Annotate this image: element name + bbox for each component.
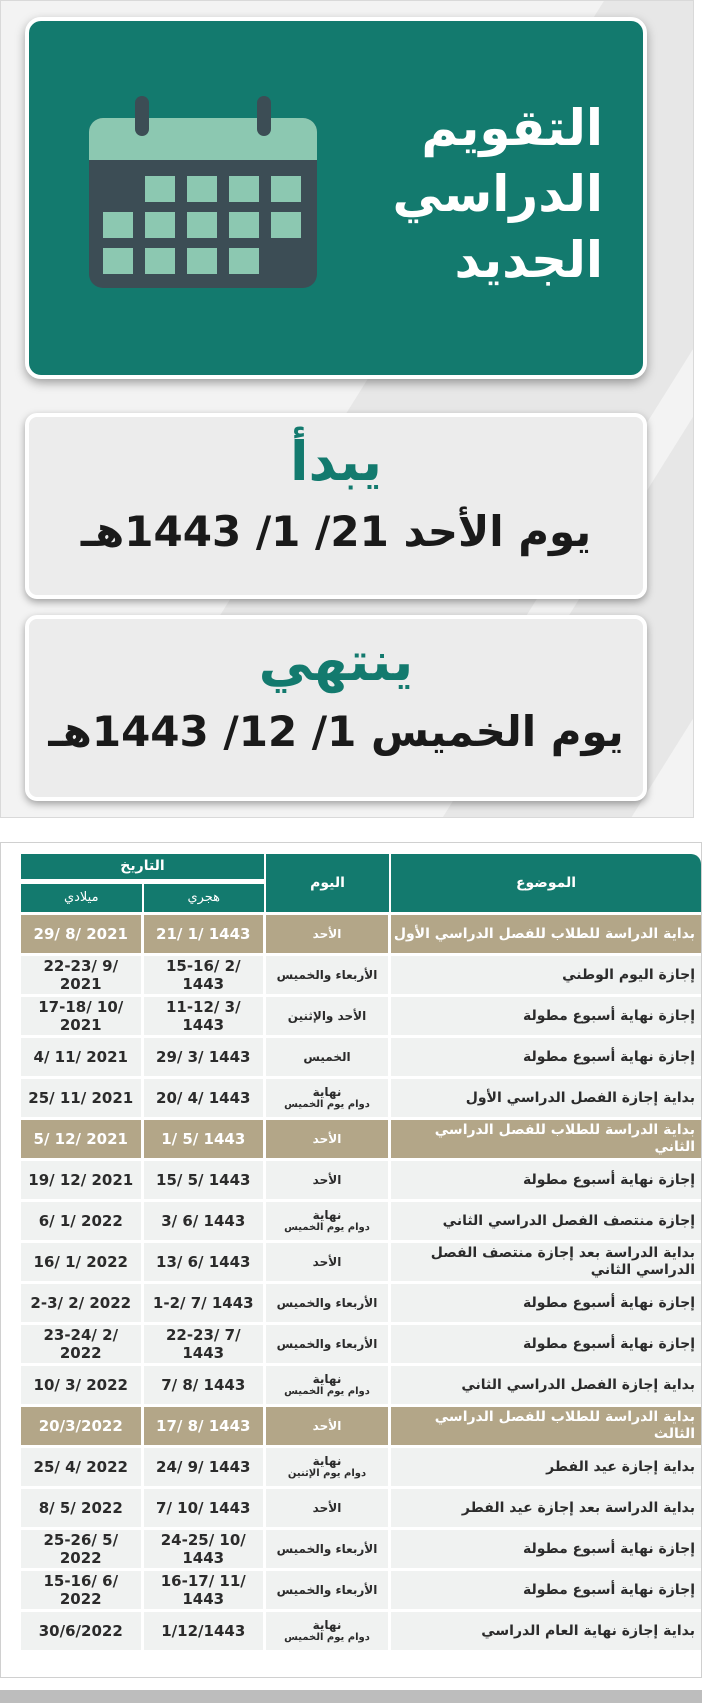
cell-gregorian-text: 17-18/ 10/ 2021 <box>38 998 124 1034</box>
cell-day <box>266 1489 391 1527</box>
cell-day-text: نهاية <box>312 1454 342 1468</box>
cell-day <box>266 1325 391 1363</box>
cell-hijri <box>144 1202 267 1240</box>
cell-day-text: الأربعاء والخميس <box>276 1337 378 1351</box>
cell-hijri <box>144 1366 267 1404</box>
cell-day <box>266 1530 391 1568</box>
table-row <box>21 1120 701 1158</box>
cell-subject <box>391 1612 701 1650</box>
cell-hijri-text: 7/ 8/ 1443 <box>161 1376 246 1394</box>
poster <box>0 0 694 818</box>
cell-day-text: الأربعاء والخميس <box>276 1296 378 1310</box>
cell-subject <box>391 915 701 953</box>
cell-gregorian <box>21 1120 144 1158</box>
cell-gregorian-text: 4/ 11/ 2021 <box>33 1048 128 1066</box>
cell-hijri <box>144 1284 267 1322</box>
title-line: التقويم <box>421 99 603 157</box>
cell-hijri-text: 22-23/ 7/ 1443 <box>165 1326 241 1362</box>
cell-day-note: دوام يوم الخميس <box>284 1632 370 1643</box>
cell-day-text: الأحد <box>312 1501 342 1515</box>
cell-subject <box>391 1489 701 1527</box>
cell-gregorian-text: 10/ 3/ 2022 <box>33 1376 128 1394</box>
cell-hijri-text: 1/ 5/ 1443 <box>161 1130 246 1148</box>
table-row <box>21 1489 701 1527</box>
cell-gregorian <box>21 1284 144 1322</box>
table-row <box>21 915 701 953</box>
cell-hijri <box>144 1407 267 1445</box>
cell-day <box>266 1161 391 1199</box>
cell-subject <box>391 1120 701 1158</box>
table-row <box>21 1038 701 1076</box>
cell-hijri <box>144 1530 267 1568</box>
start-date: يوم الأحد 21/ 1/ 1443هـ <box>80 507 592 556</box>
cell-subject-text: إجازة اليوم الوطني <box>562 966 695 983</box>
cell-subject-text: إجازة منتصف الفصل الدراسي الثاني <box>442 1212 695 1229</box>
cell-hijri-text: 20/ 4/ 1443 <box>156 1089 251 1107</box>
cell-subject-text: بداية إجازة عيد الفطر <box>546 1458 695 1475</box>
cell-subject <box>391 997 701 1035</box>
cell-hijri <box>144 1325 267 1363</box>
table-row <box>21 1325 701 1363</box>
cell-hijri-text: 15-16/ 2/ 1443 <box>165 957 241 993</box>
table-row <box>21 1571 701 1609</box>
cell-gregorian-text: 25/ 4/ 2022 <box>33 1458 128 1476</box>
cell-gregorian <box>21 1366 144 1404</box>
cell-subject-text: بداية الدراسة بعد إجازة منتصف الفصل الدراسي الثاني <box>430 1245 695 1278</box>
cell-subject <box>391 956 701 994</box>
cell-day <box>266 1407 391 1445</box>
cell-hijri-text: 15/ 5/ 1443 <box>156 1171 251 1189</box>
cell-subject <box>391 1407 701 1445</box>
cell-day <box>266 915 391 953</box>
end-date-box <box>25 615 647 801</box>
table-row <box>21 997 701 1035</box>
cell-subject-text: إجازة نهاية أسبوع مطولة <box>522 1581 695 1598</box>
cell-subject <box>391 1079 701 1117</box>
cell-day-text: الأحد <box>312 1255 342 1269</box>
cell-subject <box>391 1161 701 1199</box>
cell-gregorian <box>21 915 144 953</box>
cell-gregorian-text: 20/3/2022 <box>38 1417 123 1435</box>
cell-subject <box>391 1243 701 1281</box>
cell-gregorian-text: 15-16/ 6/ 2022 <box>43 1572 119 1608</box>
cell-hijri-text: 1/12/1443 <box>161 1622 246 1640</box>
cell-subject-text: بداية الدراسة للطلاب للفصل الدراسي الثالث <box>434 1409 695 1442</box>
table-row <box>21 1407 701 1445</box>
bottom-bar <box>0 1690 702 1703</box>
cell-hijri <box>144 1489 267 1527</box>
cell-subject-text: بداية إجازة الفصل الدراسي الأول <box>465 1089 695 1106</box>
cell-gregorian-text: 19/ 12/ 2021 <box>28 1171 134 1189</box>
cell-day <box>266 1571 391 1609</box>
cell-day-text: الأحد <box>312 1419 342 1433</box>
cell-hijri <box>144 1243 267 1281</box>
cell-hijri <box>144 1038 267 1076</box>
cell-gregorian <box>21 1038 144 1076</box>
cell-hijri-text: 24/ 9/ 1443 <box>156 1458 251 1476</box>
table-row <box>21 1161 701 1199</box>
cell-subject-text: إجازة نهاية أسبوع مطولة <box>522 1007 695 1024</box>
cell-hijri-text: 16-17/ 11/ 1443 <box>160 1572 246 1608</box>
header-day: اليوم <box>266 854 391 912</box>
cell-day-note: دوام يوم الخميس <box>284 1222 370 1233</box>
table-row <box>21 1530 701 1568</box>
cell-hijri-text: 21/ 1/ 1443 <box>156 925 251 943</box>
cell-day-text: الأربعاء والخميس <box>276 1583 378 1597</box>
cell-day-text: الأحد والإثنين <box>287 1009 367 1023</box>
cell-gregorian-text: 25/ 11/ 2021 <box>28 1089 134 1107</box>
cell-subject <box>391 1038 701 1076</box>
cell-hijri <box>144 997 267 1035</box>
cell-day-text: الأربعاء والخميس <box>276 1542 378 1556</box>
calendar-table <box>21 851 701 1653</box>
cell-day-text: نهاية <box>312 1085 342 1099</box>
cell-hijri-text: 13/ 6/ 1443 <box>156 1253 251 1271</box>
cell-subject-text: بداية الدراسة بعد إجازة عيد الفطر <box>461 1499 695 1516</box>
cell-hijri-text: 3/ 6/ 1443 <box>161 1212 246 1230</box>
cell-day <box>266 1202 391 1240</box>
cell-hijri-text: 17/ 8/ 1443 <box>156 1417 251 1435</box>
cell-day-note: دوام يوم الخميس <box>284 1099 370 1110</box>
table-row <box>21 1612 701 1650</box>
cell-subject-text: إجازة نهاية أسبوع مطولة <box>522 1335 695 1352</box>
cell-subject <box>391 1325 701 1363</box>
header-gregorian: ميلادي <box>21 882 144 912</box>
cell-subject <box>391 1202 701 1240</box>
cell-gregorian <box>21 997 144 1035</box>
cell-day-text: الأحد <box>312 927 342 941</box>
cell-subject-text: إجازة نهاية أسبوع مطولة <box>522 1048 695 1065</box>
cell-day <box>266 956 391 994</box>
table-row <box>21 1284 701 1322</box>
cell-hijri-text: 7/ 10/ 1443 <box>156 1499 251 1517</box>
cell-day <box>266 997 391 1035</box>
cell-day-note: دوام يوم الخميس <box>284 1386 370 1397</box>
cell-gregorian-text: 5/ 12/ 2021 <box>33 1130 128 1148</box>
cell-hijri <box>144 1571 267 1609</box>
cell-gregorian <box>21 1530 144 1568</box>
cell-day <box>266 1612 391 1650</box>
calendar-icon <box>89 96 317 288</box>
cell-day-text: نهاية <box>312 1208 342 1222</box>
cell-hijri <box>144 915 267 953</box>
start-date-box <box>25 413 647 599</box>
cell-gregorian-text: 6/ 1/ 2022 <box>38 1212 123 1230</box>
cell-subject-text: بداية إجازة الفصل الدراسي الثاني <box>461 1376 695 1393</box>
cell-gregorian-text: 25-26/ 5/ 2022 <box>43 1531 119 1567</box>
cell-subject-text: إجازة نهاية أسبوع مطولة <box>522 1540 695 1557</box>
table-row <box>21 956 701 994</box>
cell-day <box>266 1448 391 1486</box>
cell-gregorian <box>21 1202 144 1240</box>
cell-subject-text: بداية الدراسة للطلاب للفصل الدراسي الأول <box>393 925 695 942</box>
cell-day-text: نهاية <box>312 1372 342 1386</box>
cell-subject <box>391 1448 701 1486</box>
cell-gregorian <box>21 1161 144 1199</box>
cell-day <box>266 1038 391 1076</box>
cell-day-text: الأحد <box>312 1132 342 1146</box>
cell-hijri-text: 24-25/ 10/ 1443 <box>160 1531 246 1567</box>
cell-hijri <box>144 1161 267 1199</box>
table-row <box>21 1202 701 1240</box>
table-row <box>21 1366 701 1404</box>
cell-hijri <box>144 1079 267 1117</box>
cell-day <box>266 1079 391 1117</box>
cell-subject-text: بداية إجازة نهاية العام الدراسي <box>481 1622 695 1639</box>
cell-subject <box>391 1284 701 1322</box>
cell-hijri <box>144 1448 267 1486</box>
cell-hijri-text: 11-12/ 3/ 1443 <box>165 998 241 1034</box>
calendar-table-panel <box>0 842 702 1678</box>
cell-gregorian-text: 16/ 1/ 2022 <box>33 1253 128 1271</box>
cell-subject <box>391 1530 701 1568</box>
cell-hijri <box>144 956 267 994</box>
cell-day <box>266 1284 391 1322</box>
table-body <box>21 915 701 1650</box>
start-label: يبدأ <box>289 430 383 493</box>
header-subject: الموضوع <box>391 854 701 912</box>
cell-gregorian <box>21 1243 144 1281</box>
cell-gregorian <box>21 1407 144 1445</box>
cell-subject-text: إجازة نهاية أسبوع مطولة <box>522 1171 695 1188</box>
cell-day-text: الأحد <box>312 1173 342 1187</box>
cell-gregorian-text: 2-3/ 2/ 2022 <box>30 1294 132 1312</box>
cell-gregorian-text: 23-24/ 2/ 2022 <box>43 1326 119 1362</box>
cell-gregorian <box>21 1489 144 1527</box>
cell-day-note: دوام يوم الإثنين <box>287 1468 367 1479</box>
cell-gregorian <box>21 1079 144 1117</box>
cell-hijri-text: 1-2/ 7/ 1443 <box>152 1294 254 1312</box>
cell-gregorian <box>21 1325 144 1363</box>
cell-subject-text: بداية الدراسة للطلاب للفصل الدراسي الثاني <box>434 1122 695 1155</box>
table-row <box>21 1079 701 1117</box>
cell-hijri <box>144 1612 267 1650</box>
cell-day <box>266 1366 391 1404</box>
end-label: ينتهي <box>258 630 414 693</box>
table-row <box>21 1448 701 1486</box>
cell-day-text: نهاية <box>312 1618 342 1632</box>
header-hijri: هجري <box>144 882 267 912</box>
cell-gregorian <box>21 1571 144 1609</box>
cell-day-text: الأربعاء والخميس <box>276 968 378 982</box>
cell-subject <box>391 1366 701 1404</box>
page-title <box>353 95 603 293</box>
cell-gregorian <box>21 956 144 994</box>
cell-day-text: الخميس <box>303 1050 351 1064</box>
cell-subject <box>391 1571 701 1609</box>
title-line: الدراسي <box>392 165 603 223</box>
table-row <box>21 1243 701 1281</box>
header-date: التاريخ <box>21 854 266 879</box>
cell-subject-text: إجازة نهاية أسبوع مطولة <box>522 1294 695 1311</box>
hero-card <box>25 17 647 379</box>
cell-gregorian-text: 22-23/ 9/ 2021 <box>43 957 119 993</box>
cell-gregorian <box>21 1448 144 1486</box>
cell-gregorian <box>21 1612 144 1650</box>
cell-day <box>266 1120 391 1158</box>
cell-gregorian-text: 30/6/2022 <box>38 1622 123 1640</box>
title-line: الجديد <box>454 231 603 289</box>
cell-gregorian-text: 29/ 8/ 2021 <box>33 925 128 943</box>
cell-day <box>266 1243 391 1281</box>
cell-hijri-text: 29/ 3/ 1443 <box>156 1048 251 1066</box>
cell-hijri <box>144 1120 267 1158</box>
cell-gregorian-text: 8/ 5/ 2022 <box>38 1499 123 1517</box>
end-date: يوم الخميس 1/ 12/ 1443هـ <box>48 707 624 756</box>
